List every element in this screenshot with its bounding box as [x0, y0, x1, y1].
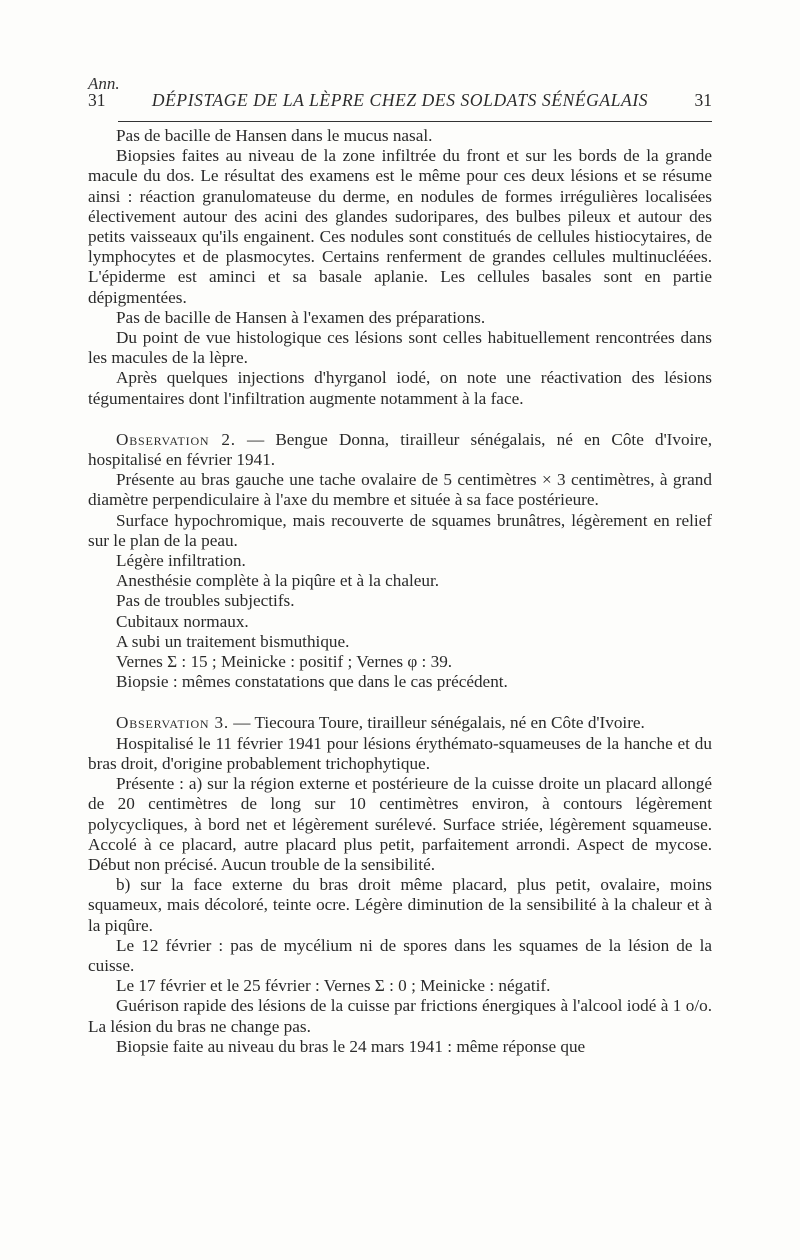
observation-label: Observation 3.	[116, 713, 229, 733]
paragraph: Guérison rapide des lésions de la cuisse par frictions énergiques à l'alcool iodé à 1 o/o. La lésion du bras ne change pas.	[88, 996, 712, 1036]
paragraph: Surface hypochromique, mais recouverte de squames brunâtres, légèrement en relief sur le plan de la peau.	[88, 510, 712, 550]
observation-heading	[88, 430, 712, 470]
section-gap	[88, 409, 712, 430]
paragraph: Présente : a) sur la région externe et postérieure de la cuisse droite un placard allongé de 20 centimètres de long sur 10 centimètres environ, à contours légèrement polycycliques, à bord net et légèrement surélevé. Surface striée, légèrement squameuse. Accolé à ce placard, autre placard plus petit, parfaitement arrondi. Aspect de mycose. Début non précisé. Aucun trouble de la sensibilité.	[88, 774, 712, 874]
paragraph: Biopsies faites au niveau de la zone infiltrée du front et sur les bords de la grande macule du dos. Le résultat des examens est le même pour ces deux lésions et se résume ainsi : réaction granulomateuse du derme, en nodules de formes irrégulières localisées électivement autour des acini des glandes sudoripares, des bulbes pileux et autour des petits vaisseaux qu'ils engainent. Ces nodules sont constitués de cellules histiocytaires, de lymphocytes et de plasmocytes. Certains renferment de grandes cellules multinucléées. L'épiderme est aminci et sa basale aplanie. Les cellules basales sont en partie dépigmentées.	[88, 146, 712, 307]
body-text	[88, 126, 712, 1057]
paragraph: Du point de vue histologique ces lésions sont celles habituellement rencontrées dans les macules de la lèpre.	[88, 328, 712, 368]
paragraph: Cubitaux normaux.	[116, 611, 249, 631]
observation-intro: — Bengue Donna, tirailleur sénégalais, né en Côte d'Ivoire, hospitalisé en février 1941.	[88, 429, 713, 470]
page-number-right: 31	[694, 90, 712, 110]
paragraph: Le 12 février : pas de mycélium ni de spores dans les squames de la lésion de la cuisse.	[88, 935, 712, 975]
page-number-left: 31	[88, 90, 106, 110]
paragraph: A subi un traitement bismuthique.	[116, 631, 350, 651]
paragraph: Légère infiltration.	[116, 551, 246, 571]
section-gap	[88, 692, 712, 713]
observation-heading	[88, 713, 712, 733]
journal-abbrev: Ann.	[88, 74, 120, 93]
paragraph: Après quelques injections d'hyrganol iodé, on note une réactivation des lésions tégumentaires dont l'infiltration augmente notamment à la face.	[88, 368, 712, 408]
paragraph: Vernes Σ : 15 ; Meinicke : positif ; Vernes φ : 39.	[116, 652, 453, 672]
paragraph: Biopsie : mêmes constatations que dans le cas précédent.	[116, 672, 508, 692]
paragraph: Pas de troubles subjectifs.	[116, 591, 295, 611]
running-title: DÉPISTAGE DE LA LÈPRE CHEZ DES SOLDATS SÉNÉGALAIS	[151, 90, 649, 110]
paragraph: Hospitalisé le 11 février 1941 pour lésions érythémato-squameuses de la hanche et du bras droit, d'origine probablement trichophytique.	[88, 733, 712, 773]
paragraph: Biopsie faite au niveau du bras le 24 mars 1941 : même réponse que	[116, 1036, 586, 1056]
observation-intro: — Tiecoura Toure, tirailleur sénégalais, né en Côte d'Ivoire.	[228, 713, 645, 733]
paragraph: Pas de bacille de Hansen à l'examen des préparations.	[116, 307, 486, 327]
paragraph: Pas de bacille de Hansen dans le mucus nasal.	[116, 126, 433, 145]
running-header	[88, 90, 712, 111]
observation-label: Observation 2.	[116, 429, 236, 449]
header-rule	[118, 121, 712, 122]
paragraph: Le 17 février et le 25 février : Vernes Σ : 0 ; Meinicke : négatif.	[116, 976, 551, 996]
paragraph: b) sur la face externe du bras droit même placard, plus petit, ovalaire, moins squameux, mais décoloré, teinte ocre. Légère diminution de la sensibilité à la chaleur et à la piqûre.	[88, 875, 712, 935]
paragraph: Anesthésie complète à la piqûre et à la chaleur.	[116, 571, 440, 591]
paragraph: Présente au bras gauche une tache ovalaire de 5 centimètres × 3 centimètres, à grand diamètre perpendiculaire à l'axe du membre et située à sa face postérieure.	[88, 470, 712, 510]
